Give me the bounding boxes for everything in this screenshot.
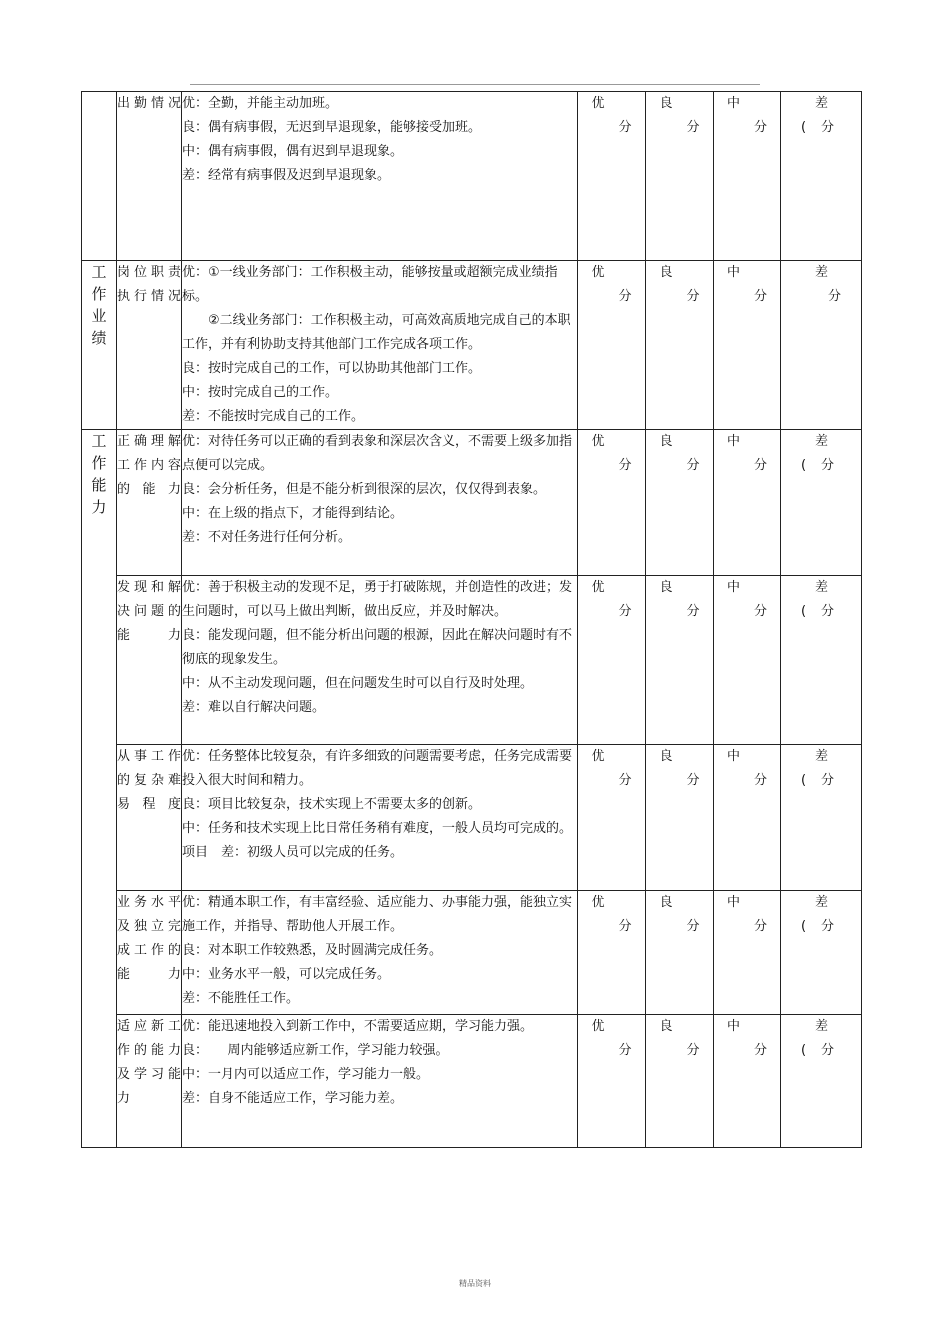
header-rule [190, 84, 760, 85]
grade-poor-cell: 差 ( 分 [781, 1015, 862, 1148]
criteria-cell [182, 92, 578, 261]
category-cell-empty [82, 92, 117, 261]
criteria-cell [182, 1015, 578, 1148]
criteria-line: 中：一月内可以适应工作，学习能力一般。 [182, 1067, 430, 1082]
criteria-line: 差：不对任务进行任何分析。 [182, 530, 352, 545]
item-cell [117, 92, 182, 261]
criteria-line: 良：偶有病事假，无迟到早退现象，能够接受加班。 [182, 120, 482, 135]
criteria-line: 中：从不主动发现问题，但在问题发生时可以自行及时处理。 [182, 676, 534, 691]
grade-excellent-cell: 优 分 [578, 891, 646, 1015]
grade-good-cell: 良 分 [646, 430, 714, 576]
item-label: 出勤情况 [117, 96, 181, 111]
item-label: 适应新工作的能力及学习能力 [117, 1019, 181, 1106]
grade-good-cell: 良 分 [646, 261, 714, 430]
criteria-line: 中：按时完成自己的工作。 [182, 385, 339, 400]
grade-poor-cell: 差 ( 分 [781, 430, 862, 576]
criteria-line: 差：不能胜任工作。 [182, 991, 300, 1006]
criteria-cell [182, 891, 578, 1015]
table-row [82, 891, 862, 1015]
grade-good-cell: 良 分 [646, 92, 714, 261]
grade-poor-cell: 差 ( 分 [781, 576, 862, 745]
grade-medium-cell: 中 分 [714, 261, 781, 430]
criteria-line: 中：任务和技术实现上比日常任务稍有难度，一般人员均可完成的。 [182, 821, 573, 836]
grade-medium-cell: 中 分 [714, 745, 781, 891]
item-cell [117, 745, 182, 891]
criteria-line: 差：不能按时完成自己的工作。 [182, 409, 365, 424]
item-cell [117, 1015, 182, 1148]
criteria-line: 优：对待任务可以正确的看到表象和深层次含义，不需要上级多加指点便可以完成。 [182, 434, 573, 473]
item-cell [117, 576, 182, 745]
criteria-line: 优：精通本职工作，有丰富经验、适应能力、办事能力强，能独立实施工作，并指导、帮助他人开展工作。 [182, 895, 573, 934]
grade-excellent-cell: 优 分 [578, 92, 646, 261]
grade-poor-cell: 差 ( 分 [781, 92, 862, 261]
criteria-line: 优：全勤，并能主动加班。 [182, 96, 339, 111]
criteria-line: 良：能发现问题，但不能分析出问题的根源，因此在解决问题时有不彻底的现象发生。 [182, 628, 573, 667]
grade-excellent-cell: 优 分 [578, 1015, 646, 1148]
criteria-line: 优：①一线业务部门：工作积极主动，能够按量或超额完成业绩指标。 [182, 265, 558, 304]
item-label: 发现和解决问题的能力 [117, 580, 181, 643]
criteria-line: 项目 差：初级人员可以完成的任务。 [182, 845, 404, 860]
table-row [82, 430, 862, 576]
grade-poor-cell: 差 分 [781, 261, 862, 430]
item-cell [117, 891, 182, 1015]
table-row [82, 261, 862, 430]
grade-poor-cell: 差 ( 分 [781, 745, 862, 891]
grade-excellent-cell: 优 分 [578, 261, 646, 430]
item-label: 从事工作的复杂难易程度 [117, 749, 181, 812]
grade-good-cell: 良 分 [646, 745, 714, 891]
table-row [82, 1015, 862, 1148]
table-row [82, 92, 862, 261]
criteria-line: 中：业务水平一般，可以完成任务。 [182, 967, 391, 982]
grade-good-cell: 良 分 [646, 891, 714, 1015]
criteria-line: ②二线业务部门：工作积极主动，可高效高质地完成自己的本职工作，并有利协助支持其他部门工作完成各项工作。 [182, 313, 571, 352]
evaluation-table [81, 91, 862, 1148]
criteria-line: 中：偶有病事假，偶有迟到早退现象。 [182, 144, 404, 159]
grade-medium-cell: 中 分 [714, 92, 781, 261]
grade-medium-cell: 中 分 [714, 891, 781, 1015]
criteria-line: 良：会分析任务，但是不能分析到很深的层次，仅仅得到表象。 [182, 482, 547, 497]
item-cell [117, 430, 182, 576]
category-performance: 工作业绩 [82, 261, 117, 430]
criteria-cell [182, 261, 578, 430]
grade-good-cell: 良 分 [646, 576, 714, 745]
grade-medium-cell: 中 分 [714, 430, 781, 576]
criteria-line: 中：在上级的指点下，才能得到结论。 [182, 506, 404, 521]
table-row [82, 576, 862, 745]
criteria-line: 差：难以自行解决问题。 [182, 700, 326, 715]
grade-medium-cell: 中 分 [714, 576, 781, 745]
item-label: 正确理解工作内容的能力 [117, 434, 181, 497]
criteria-line: 良： 周内能够适应新工作，学习能力较强。 [182, 1043, 449, 1058]
criteria-line: 优：任务整体比较复杂，有许多细致的问题需要考虑，任务完成需要投入很大时间和精力。 [182, 749, 573, 788]
criteria-line: 良：对本职工作较熟悉，及时圆满完成任务。 [182, 943, 443, 958]
criteria-cell [182, 745, 578, 891]
grade-excellent-cell: 优 分 [578, 430, 646, 576]
item-label: 业务水平及独立完成工作的能力 [117, 895, 181, 982]
grade-good-cell: 良 分 [646, 1015, 714, 1148]
criteria-line: 差：经常有病事假及迟到早退现象。 [182, 168, 391, 183]
grade-excellent-cell: 优 分 [578, 745, 646, 891]
criteria-line: 优：能迅速地投入到新工作中，不需要适应期，学习能力强。 [182, 1019, 534, 1034]
item-cell [117, 261, 182, 430]
criteria-line: 差：自身不能适应工作，学习能力差。 [182, 1091, 404, 1106]
page-footer: 精品资料 [459, 1279, 491, 1288]
grade-excellent-cell: 优 分 [578, 576, 646, 745]
criteria-line: 良：项目比较复杂，技术实现上不需要太多的创新。 [182, 797, 482, 812]
table-row [82, 745, 862, 891]
criteria-line: 优：善于积极主动的发现不足，勇于打破陈规，并创造性的改进；发生问题时，可以马上做出判断，做出反应，并及时解决。 [182, 580, 573, 619]
grade-poor-cell: 差 ( 分 [781, 891, 862, 1015]
criteria-line: 良：按时完成自己的工作，可以协助其他部门工作。 [182, 361, 482, 376]
grade-medium-cell: 中 分 [714, 1015, 781, 1148]
item-label: 岗位职责执行情况 [117, 265, 181, 304]
category-ability: 工作能力 [82, 430, 117, 1148]
criteria-cell [182, 576, 578, 745]
criteria-cell [182, 430, 578, 576]
